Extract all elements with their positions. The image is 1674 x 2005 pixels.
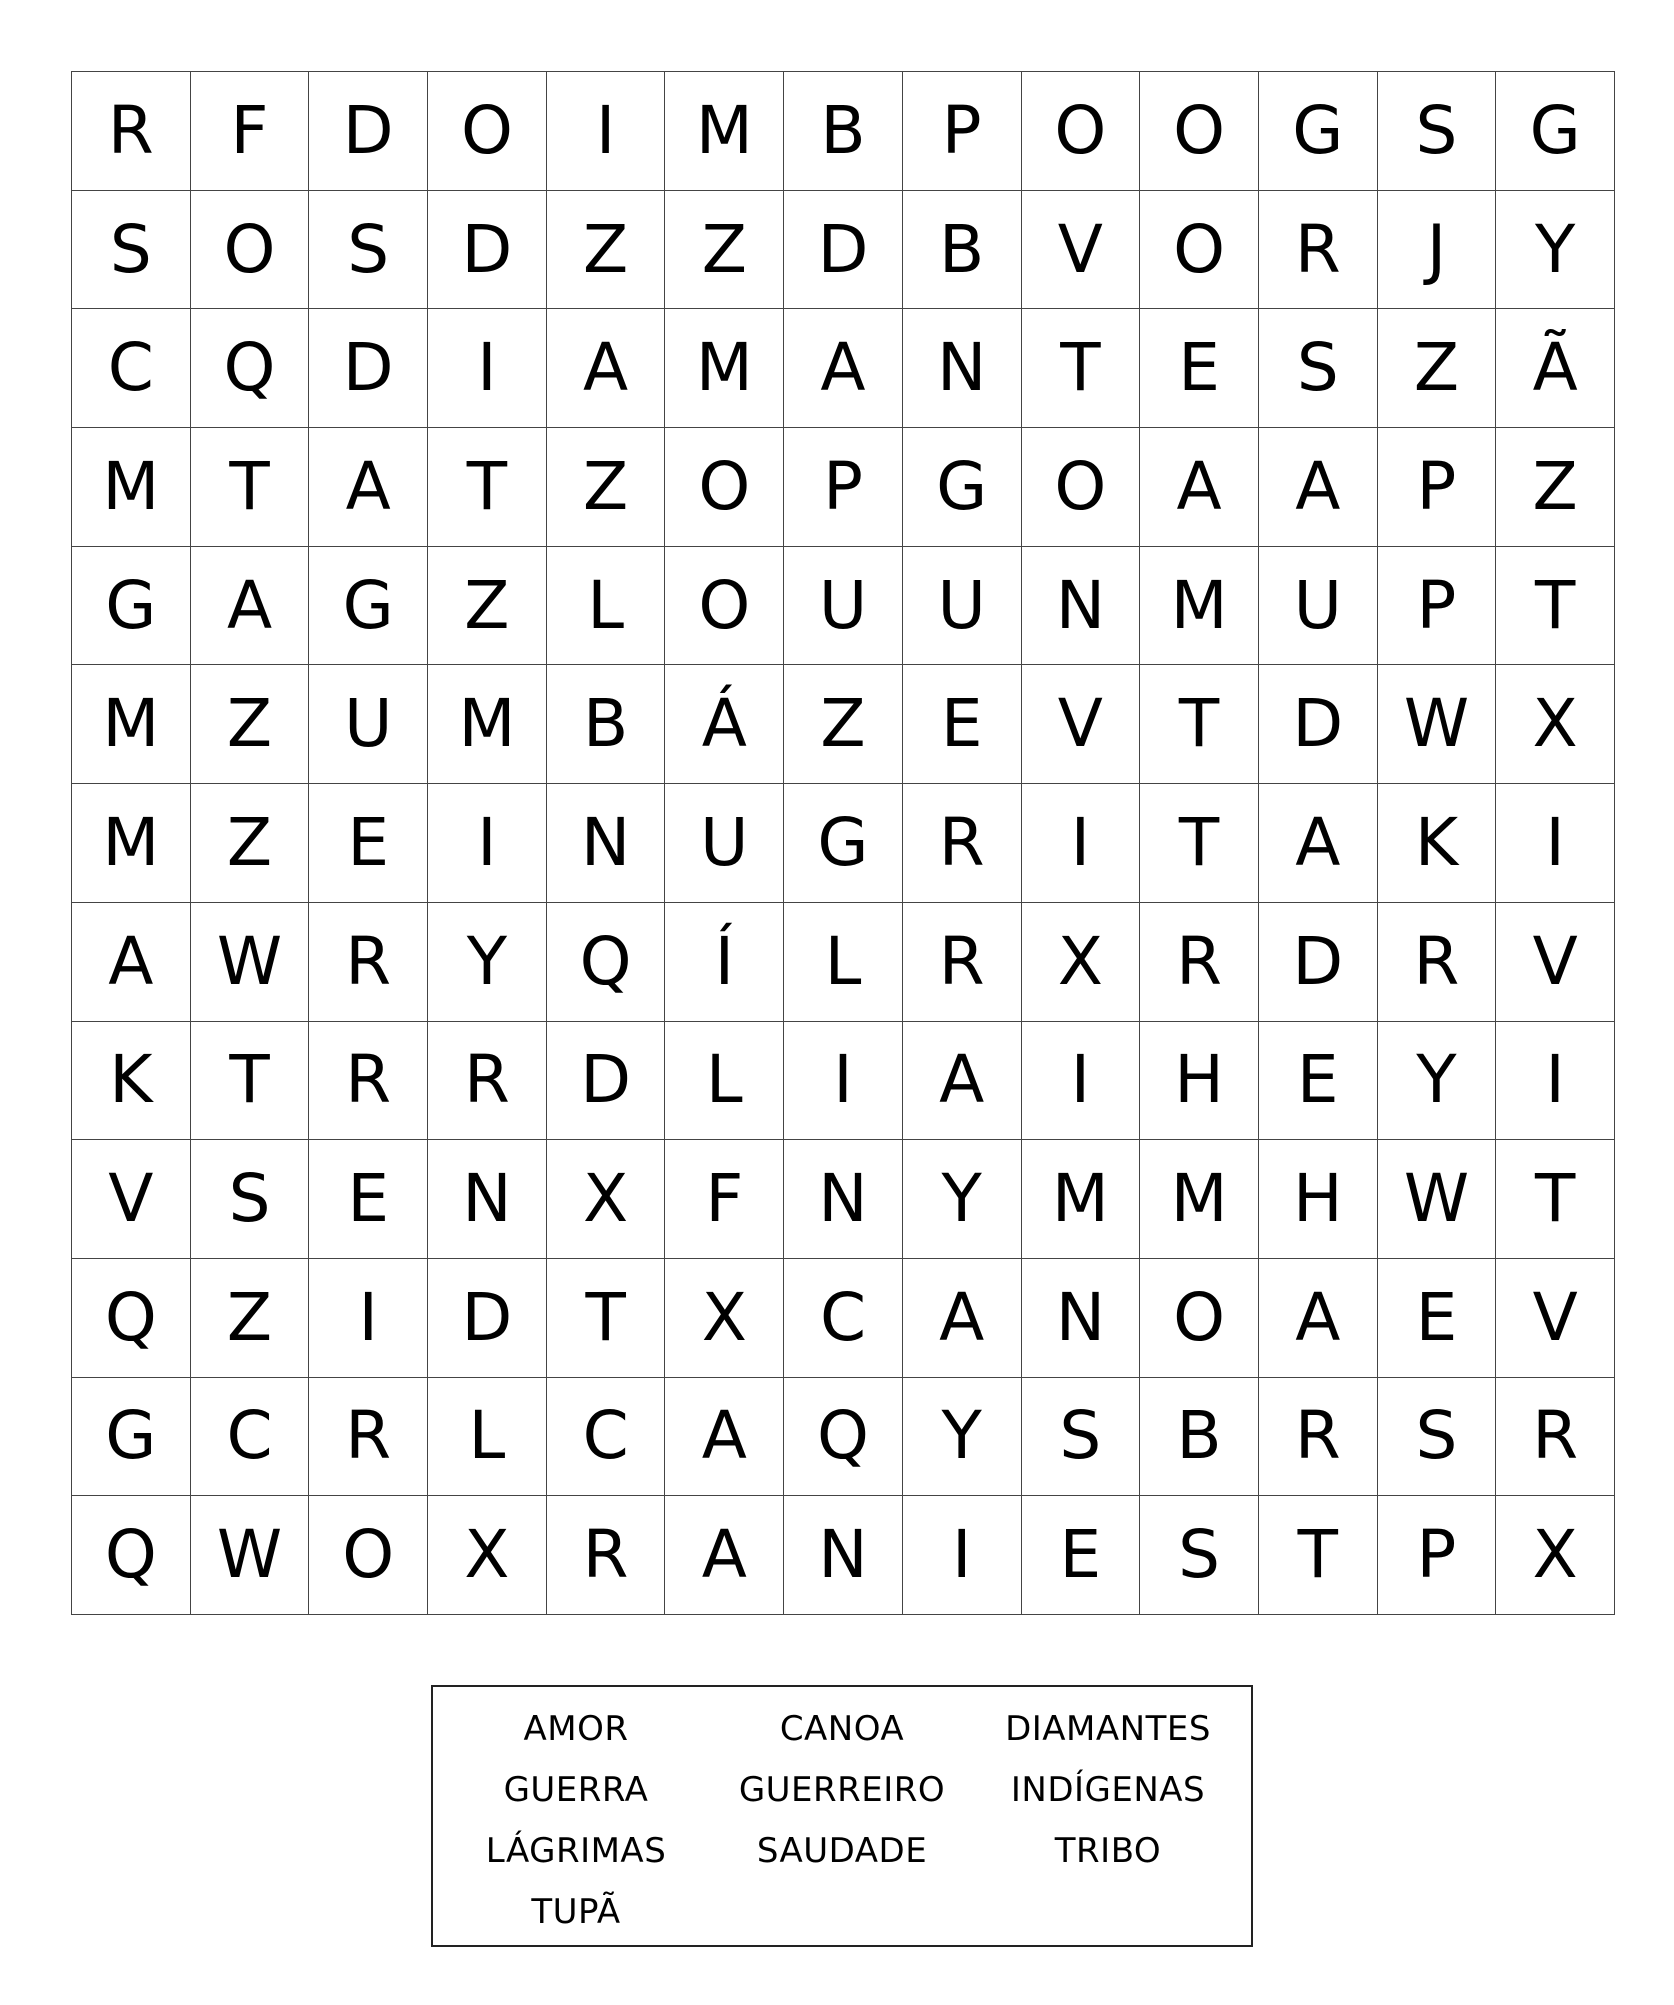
grid-cell[interactable]: R [903, 903, 1022, 1022]
grid-cell[interactable]: M [72, 665, 191, 784]
grid-cell[interactable]: E [309, 1140, 428, 1259]
grid-cell[interactable]: B [903, 191, 1022, 310]
word-list-item: GUERREIRO [738, 1770, 946, 1810]
grid-cell[interactable]: H [1140, 1022, 1259, 1141]
grid-cell[interactable]: X [1496, 1496, 1615, 1615]
grid-cell[interactable]: S [72, 191, 191, 310]
grid-cell[interactable]: G [784, 784, 903, 903]
grid-cell[interactable]: V [72, 1140, 191, 1259]
grid-cell[interactable]: T [1140, 665, 1259, 784]
grid-cell[interactable]: K [1378, 784, 1497, 903]
grid-cell[interactable]: Á [665, 665, 784, 784]
grid-cell[interactable]: R [1140, 903, 1259, 1022]
grid-cell[interactable]: C [72, 309, 191, 428]
grid-cell[interactable]: D [428, 191, 547, 310]
grid-cell[interactable]: Z [191, 665, 310, 784]
grid-cell[interactable]: Q [191, 309, 310, 428]
grid-cell[interactable]: X [1496, 665, 1615, 784]
grid-cell[interactable]: E [1140, 309, 1259, 428]
grid-cell[interactable]: Ã [1496, 309, 1615, 428]
grid-cell[interactable]: A [784, 309, 903, 428]
grid-cell[interactable]: A [903, 1022, 1022, 1141]
grid-cell[interactable]: U [309, 665, 428, 784]
grid-cell[interactable]: O [1022, 428, 1141, 547]
grid-cell[interactable]: S [191, 1140, 310, 1259]
grid-cell[interactable]: N [1022, 1259, 1141, 1378]
grid-cell[interactable]: B [784, 72, 903, 191]
grid-cell[interactable]: X [665, 1259, 784, 1378]
grid-cell[interactable]: A [72, 903, 191, 1022]
grid-cell[interactable]: O [428, 72, 547, 191]
grid-cell[interactable]: M [1140, 547, 1259, 666]
grid-cell[interactable]: A [1259, 1259, 1378, 1378]
grid-cell[interactable]: L [547, 547, 666, 666]
grid-cell[interactable]: U [784, 547, 903, 666]
word-list-item: INDÍGENAS [1010, 1770, 1206, 1810]
grid-cell[interactable]: L [784, 903, 903, 1022]
grid-cell[interactable]: Y [428, 903, 547, 1022]
grid-cell[interactable]: I [1496, 1022, 1615, 1141]
grid-cell[interactable]: S [1378, 1378, 1497, 1497]
grid-cell[interactable]: Y [1378, 1022, 1497, 1141]
grid-cell[interactable]: G [309, 547, 428, 666]
grid-cell[interactable]: Q [72, 1496, 191, 1615]
grid-cell[interactable]: N [1022, 547, 1141, 666]
grid-cell[interactable]: L [665, 1022, 784, 1141]
grid-cell[interactable]: E [1378, 1259, 1497, 1378]
grid-cell[interactable]: R [1259, 1378, 1378, 1497]
grid-cell[interactable]: Z [191, 784, 310, 903]
grid-cell[interactable]: C [547, 1378, 666, 1497]
grid-cell[interactable]: Q [72, 1259, 191, 1378]
word-list-item: GUERRA [503, 1770, 649, 1810]
grid-cell[interactable]: T [1496, 547, 1615, 666]
grid-cell[interactable]: G [903, 428, 1022, 547]
grid-cell[interactable]: F [665, 1140, 784, 1259]
grid-cell[interactable]: P [1378, 1496, 1497, 1615]
grid-cell[interactable]: Z [191, 1259, 310, 1378]
grid-cell[interactable]: M [1140, 1140, 1259, 1259]
grid-cell[interactable]: O [665, 547, 784, 666]
grid-cell[interactable]: D [428, 1259, 547, 1378]
word-list-item: LÁGRIMAS [485, 1831, 667, 1871]
grid-cell[interactable]: I [547, 72, 666, 191]
grid-cell[interactable]: W [191, 903, 310, 1022]
grid-cell[interactable]: R [72, 72, 191, 191]
grid-cell[interactable]: T [547, 1259, 666, 1378]
grid-cell[interactable]: E [1022, 1496, 1141, 1615]
grid-cell[interactable]: W [1378, 1140, 1497, 1259]
word-list-item: TUPÃ [531, 1892, 621, 1932]
grid-cell[interactable]: G [72, 1378, 191, 1497]
grid-cell[interactable]: Y [903, 1140, 1022, 1259]
grid-cell[interactable]: R [547, 1496, 666, 1615]
grid-cell[interactable]: A [191, 547, 310, 666]
grid-cell[interactable]: I [1496, 784, 1615, 903]
grid-cell[interactable]: N [784, 1496, 903, 1615]
grid-cell[interactable]: I [1022, 784, 1141, 903]
grid-cell[interactable]: J [1378, 191, 1497, 310]
word-list-item: TRIBO [1054, 1831, 1162, 1871]
grid-cell[interactable]: G [72, 547, 191, 666]
grid-cell[interactable]: R [428, 1022, 547, 1141]
grid-cell[interactable]: I [784, 1022, 903, 1141]
grid-cell[interactable]: S [1022, 1378, 1141, 1497]
grid-cell[interactable]: T [1259, 1496, 1378, 1615]
grid-cell[interactable]: R [309, 1378, 428, 1497]
grid-cell[interactable]: A [547, 309, 666, 428]
grid-cell[interactable]: S [309, 191, 428, 310]
grid-cell[interactable]: R [309, 1022, 428, 1141]
grid-cell[interactable]: T [1496, 1140, 1615, 1259]
grid-cell[interactable]: Í [665, 903, 784, 1022]
grid-cell[interactable]: M [1022, 1140, 1141, 1259]
grid-cell[interactable]: P [903, 72, 1022, 191]
grid-cell[interactable]: F [191, 72, 310, 191]
grid-cell[interactable]: D [1259, 903, 1378, 1022]
grid-cell[interactable]: P [1378, 428, 1497, 547]
grid-cell[interactable]: D [784, 191, 903, 310]
grid-cell[interactable]: G [1259, 72, 1378, 191]
grid-cell[interactable]: O [665, 428, 784, 547]
grid-cell[interactable]: E [903, 665, 1022, 784]
grid-cell[interactable]: W [191, 1496, 310, 1615]
grid-cell[interactable]: T [191, 1022, 310, 1141]
grid-cell[interactable]: X [1022, 903, 1141, 1022]
grid-cell[interactable]: T [428, 428, 547, 547]
grid-cell[interactable]: M [665, 309, 784, 428]
word-list-item: SAUDADE [756, 1831, 928, 1871]
grid-cell[interactable]: G [1496, 72, 1615, 191]
grid-cell[interactable]: U [1259, 547, 1378, 666]
grid-cell[interactable]: B [1140, 1378, 1259, 1497]
grid-cell[interactable]: R [1378, 903, 1497, 1022]
grid-cell[interactable]: Y [903, 1378, 1022, 1497]
grid-cell[interactable]: E [309, 784, 428, 903]
grid-cell[interactable]: X [547, 1140, 666, 1259]
grid-cell[interactable]: O [1140, 191, 1259, 310]
grid-cell[interactable]: I [428, 309, 547, 428]
grid-cell[interactable]: L [428, 1378, 547, 1497]
grid-cell[interactable]: A [1259, 784, 1378, 903]
grid-cell[interactable]: T [191, 428, 310, 547]
grid-cell[interactable]: W [1378, 665, 1497, 784]
grid-cell[interactable]: X [428, 1496, 547, 1615]
grid-cell[interactable]: N [547, 784, 666, 903]
grid-cell[interactable]: P [784, 428, 903, 547]
grid-cell[interactable]: A [665, 1378, 784, 1497]
grid-cell[interactable]: D [547, 1022, 666, 1141]
grid-cell[interactable]: O [1022, 72, 1141, 191]
grid-cell[interactable]: Z [428, 547, 547, 666]
grid-cell[interactable]: N [903, 309, 1022, 428]
grid-cell[interactable]: Z [665, 191, 784, 310]
grid-cell[interactable]: C [784, 1259, 903, 1378]
grid-cell[interactable]: N [784, 1140, 903, 1259]
grid-cell[interactable]: Z [1378, 309, 1497, 428]
grid-cell[interactable]: V [1496, 903, 1615, 1022]
grid-cell[interactable]: E [1259, 1022, 1378, 1141]
grid-cell[interactable]: N [428, 1140, 547, 1259]
word-bank [431, 1685, 1253, 1947]
grid-cell[interactable]: V [1496, 1259, 1615, 1378]
grid-cell[interactable]: U [665, 784, 784, 903]
grid-cell[interactable]: Q [547, 903, 666, 1022]
grid-cell[interactable]: C [191, 1378, 310, 1497]
grid-cell[interactable]: V [1022, 665, 1141, 784]
grid-cell[interactable]: O [1140, 72, 1259, 191]
grid-cell[interactable]: I [428, 784, 547, 903]
word-list-item: DIAMANTES [1005, 1709, 1211, 1749]
grid-cell[interactable]: D [309, 72, 428, 191]
grid-cell[interactable]: A [665, 1496, 784, 1615]
grid-cell[interactable]: A [1140, 428, 1259, 547]
grid-cell[interactable]: Z [547, 428, 666, 547]
grid-cell[interactable]: Z [1496, 428, 1615, 547]
grid-cell[interactable]: Q [784, 1378, 903, 1497]
grid-cell[interactable]: Z [547, 191, 666, 310]
grid-cell[interactable]: M [72, 428, 191, 547]
grid-cell[interactable]: Y [1496, 191, 1615, 310]
grid-cell[interactable]: T [1140, 784, 1259, 903]
grid-cell[interactable]: A [903, 1259, 1022, 1378]
grid-cell[interactable]: U [903, 547, 1022, 666]
grid-cell[interactable]: S [1378, 72, 1497, 191]
grid-cell[interactable]: V [1022, 191, 1141, 310]
grid-cell[interactable]: O [309, 1496, 428, 1615]
grid-cell[interactable]: P [1378, 547, 1497, 666]
grid-cell[interactable]: T [1022, 309, 1141, 428]
grid-cell[interactable]: D [1259, 665, 1378, 784]
grid-cell[interactable]: R [309, 903, 428, 1022]
grid-cell[interactable]: H [1259, 1140, 1378, 1259]
grid-cell[interactable]: A [1259, 428, 1378, 547]
grid-cell[interactable]: O [1140, 1259, 1259, 1378]
grid-cell[interactable]: M [72, 784, 191, 903]
grid-cell[interactable]: B [547, 665, 666, 784]
grid-cell[interactable]: R [1496, 1378, 1615, 1497]
grid-cell[interactable]: R [903, 784, 1022, 903]
grid-cell[interactable]: M [428, 665, 547, 784]
grid-cell[interactable]: I [309, 1259, 428, 1378]
grid-cell[interactable]: S [1140, 1496, 1259, 1615]
word-list-item: CANOA [779, 1709, 905, 1749]
grid-cell[interactable]: R [1259, 191, 1378, 310]
grid-cell[interactable]: M [665, 72, 784, 191]
grid-cell[interactable]: A [309, 428, 428, 547]
grid-cell[interactable]: D [309, 309, 428, 428]
grid-cell[interactable]: I [903, 1496, 1022, 1615]
word-list-item: AMOR [523, 1709, 629, 1749]
letter-grid [71, 71, 1615, 1615]
grid-cell[interactable]: I [1022, 1022, 1141, 1141]
grid-cell[interactable]: O [191, 191, 310, 310]
grid-cell[interactable]: Z [784, 665, 903, 784]
grid-cell[interactable]: K [72, 1022, 191, 1141]
grid-cell[interactable]: S [1259, 309, 1378, 428]
